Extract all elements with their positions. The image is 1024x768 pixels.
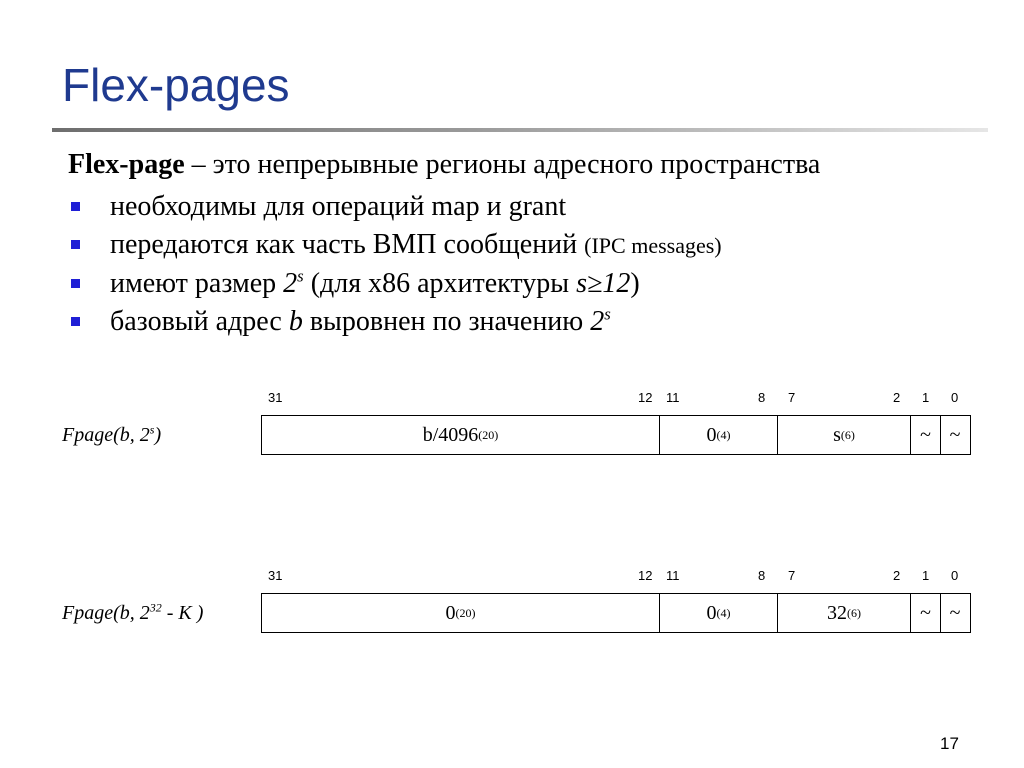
bullet-square-icon [71,202,80,211]
bit-number: 0 [951,390,959,405]
align-exponent: s [604,304,611,324]
bit-number: 0 [951,568,959,583]
bit-number: 8 [758,390,766,405]
bullet-text-mid: выровнен по значению [302,306,591,337]
field-base: b/4096 (20) [262,416,660,454]
size-base: 2 [283,268,298,299]
field-base: 0 (20) [262,594,660,632]
title-divider [52,128,988,132]
bullet-note: (IPC messages) [584,233,722,258]
align-base: 2 [590,306,605,337]
bit-number: 11 [666,390,680,405]
list-item [68,265,722,303]
intro-line [68,148,820,182]
bullet-list [68,188,722,341]
field-size: s (6) [778,416,911,454]
list-item [68,303,722,341]
bit-number: 1 [922,390,930,405]
bit-number: 2 [893,568,901,583]
bit-number: 31 [268,390,283,405]
list-item [68,226,722,265]
bullet-text: необходимы для операций map и grant [110,191,567,222]
bullet-square-icon [71,317,80,326]
field-reserved: 0 (4) [660,594,778,632]
field-bit-0: ~ [949,423,961,446]
field-reserved: 0 (4) [660,416,778,454]
bit-number: 31 [268,568,283,583]
bit-number: 12 [638,390,653,405]
field-bit-1: ~ [911,594,941,632]
fpage-label-exponent: s [149,422,155,437]
bullet-text: базовый адрес [110,306,289,337]
list-item [68,188,722,226]
size-exponent: s [297,266,304,286]
bullet-text-mid: (для x86 архитектуры [303,268,577,299]
bit-number: 8 [758,568,766,583]
bit-number: 2 [893,390,901,405]
bit-number: 11 [666,568,680,583]
bit-number: 12 [638,568,653,583]
size-condition: s≥12 [576,268,631,299]
fpage-label-exponent: 32 [149,600,162,615]
field-bit-1: ~ [911,416,941,454]
bullet-text: имеют размер [110,268,284,299]
fpage-label: Fpage(b, $2^{32}$ - K ) [62,600,204,624]
bullet-text-post: ) [630,268,640,299]
bullet-square-icon [71,279,80,288]
field-bit-0: ~ [949,601,961,624]
fpage-register [261,415,971,455]
field-size: 32 (6) [778,594,911,632]
bit-number: 1 [922,568,930,583]
fpage-label: Fpage(b, 2$^s$) [62,422,162,446]
slide-title: Flex-pages [62,59,290,111]
intro-definition: – это непрерывные регионы адресного пространства [184,149,821,180]
fpage-register [261,593,971,633]
bullet-square-icon [71,240,80,249]
bit-number: 7 [788,568,796,583]
bit-number: 7 [788,390,796,405]
page-number: 17 [940,734,959,753]
intro-term: Flex-page [68,149,185,180]
base-variable: b [288,306,303,337]
bullet-text: передаются как часть ВМП сообщений [110,229,585,260]
